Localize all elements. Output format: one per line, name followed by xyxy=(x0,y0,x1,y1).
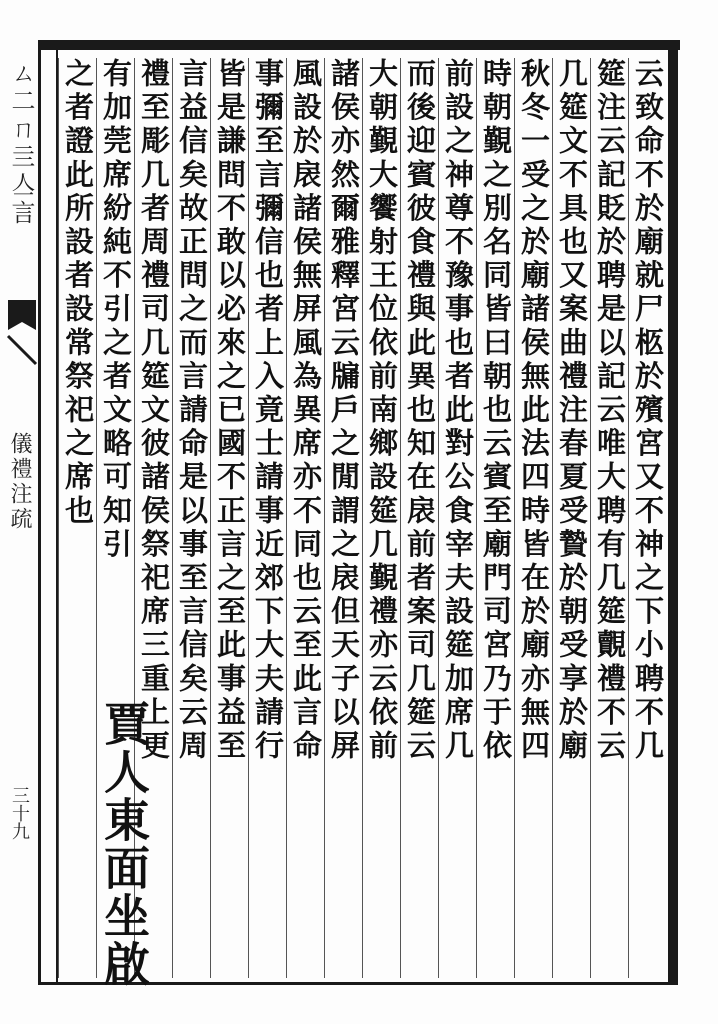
margin-header-text: ㄙ二ㄇ亖亼言 xyxy=(7,60,35,228)
text-column xyxy=(172,58,211,978)
right-border xyxy=(668,40,678,985)
text-column xyxy=(362,58,401,978)
column-text: 禮至彫几者周禮司几筵文彼諸侯祭祀席三重上更 xyxy=(137,58,171,764)
column-text: 時朝覲之別名同皆曰朝也云賓至廟門司宮乃于依 xyxy=(479,58,513,764)
column-text: 筵注云記貶於聘是以記云唯大聘有几筵覿禮不云 xyxy=(593,58,627,764)
text-column xyxy=(324,58,363,978)
text-column xyxy=(286,58,325,978)
column-text: 之者證此所設者設常祭祀之席也 xyxy=(61,58,95,529)
column-text: 而後迎賓彼食禮與此異也知在扆前者案司几筵云 xyxy=(403,58,437,764)
text-column xyxy=(400,58,439,978)
text-column xyxy=(248,58,287,978)
text-column xyxy=(210,58,249,978)
text-column xyxy=(590,58,629,978)
column-text: 秋冬一受之於廟諸侯無此法四時皆在於廟亦無四 xyxy=(517,58,551,764)
text-column xyxy=(438,58,477,978)
top-border xyxy=(38,40,680,50)
book-title xyxy=(4,432,38,572)
book-title-text: 儀禮注疏 xyxy=(7,432,32,532)
center-gutter xyxy=(38,50,58,985)
text-column xyxy=(476,58,515,978)
text-column xyxy=(58,58,97,978)
page-number-text: 三十九 xyxy=(9,786,30,840)
column-text: 風設於扆諸侯無屏風為異席亦不同也云至此言命 xyxy=(289,58,323,764)
column-text: 諸侯亦然爾雅釋宮云牖戶之閒謂之扆但天子以屏 xyxy=(327,58,361,764)
column-text: 事彌至言彌信也者上入竟士請事近郊下大夫請行 xyxy=(251,58,285,764)
fishtail-mark-icon xyxy=(6,300,38,370)
text-column xyxy=(628,58,667,978)
page-number xyxy=(6,786,36,846)
column-text: 云致命不於廟就尸柩於殯宮又不神之下小聘不几 xyxy=(631,58,665,764)
column-text: 大朝覲大饗射王位依前南鄉設筵几覲禮亦云依前 xyxy=(365,58,399,764)
main-text: 賈人東面坐啟 xyxy=(97,700,151,988)
text-column xyxy=(552,58,591,978)
column-text: 皆是謙問不敢以必來之已國不正言之至此事益至 xyxy=(213,58,247,764)
column-text: 言益信矣故正問之而言請命是以事至言信矣云周 xyxy=(175,58,209,764)
column-text: 前設之神尊不豫事也者此對公食宰夫設筵加席几 xyxy=(441,58,475,764)
column-text: 有加莞席紛純不引之者文略可知引 xyxy=(99,58,133,562)
column-text: 几筵文不具也又案曲禮注春夏受贄於朝受享於廟 xyxy=(555,58,589,764)
text-column xyxy=(514,58,553,978)
main-text-column xyxy=(97,700,151,988)
